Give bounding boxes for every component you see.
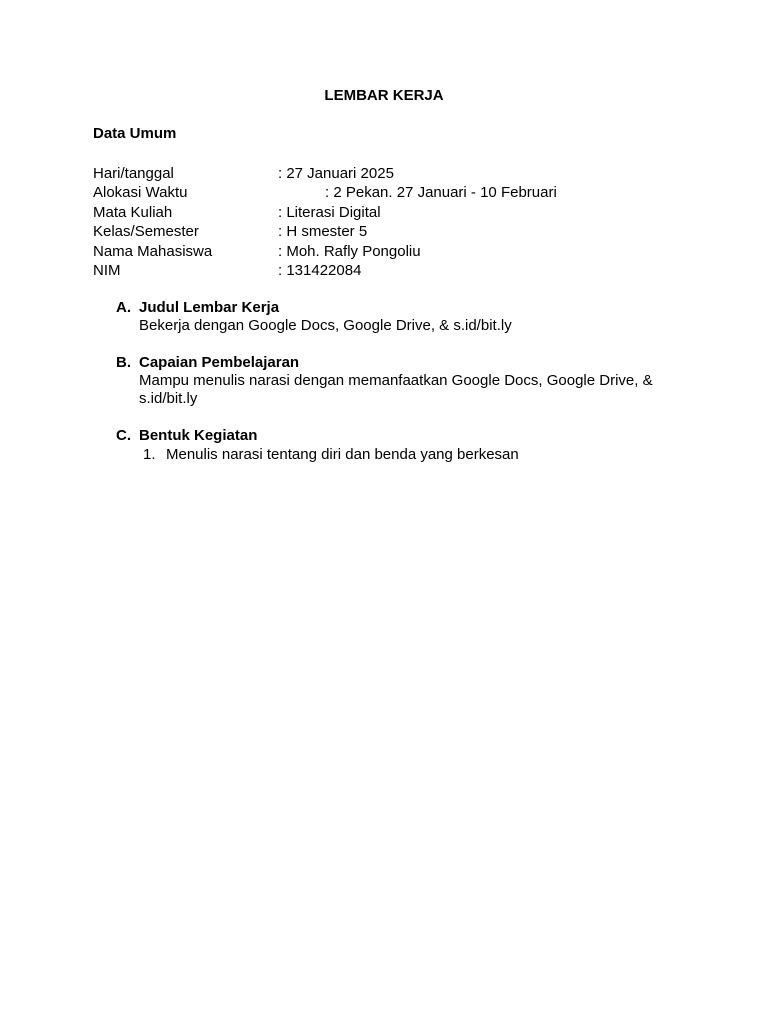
section-body: Bekerja dengan Google Docs, Google Drive, & s.id/bit.ly	[139, 317, 512, 334]
info-table	[93, 164, 693, 280]
info-value: : 2 Pekan. 27 Januari - 10 Februari	[325, 184, 557, 202]
data-umum-heading: Data Umum	[93, 125, 177, 142]
info-row-nim	[93, 261, 693, 280]
section-letter: A.	[116, 299, 131, 316]
section-heading	[116, 299, 696, 317]
section-body: Mampu menulis narasi dengan memanfaatkan Google Docs, Google Drive, & s.id/bit.ly	[139, 372, 653, 407]
info-label: Nama Mahasiswa	[93, 242, 213, 260]
info-row-nama-mahasiswa	[93, 242, 693, 261]
section-capaian-pembelajaran	[116, 354, 696, 408]
info-label: NIM	[93, 261, 121, 279]
document-title: LEMBAR KERJA	[324, 87, 444, 104]
info-label: Kelas/Semester	[93, 223, 199, 241]
info-value: : 131422084	[278, 261, 362, 279]
section-judul-lembar-kerja	[116, 299, 696, 335]
section-title: Bentuk Kegiatan	[139, 427, 258, 444]
list-number: 1.	[143, 446, 156, 463]
info-value: : 27 Januari 2025	[278, 165, 394, 182]
info-value: : Literasi Digital	[278, 203, 381, 221]
section-bentuk-kegiatan	[116, 427, 696, 464]
section-letter: C.	[116, 427, 131, 444]
section-letter: B.	[116, 354, 131, 371]
info-label: Alokasi Waktu	[93, 184, 188, 202]
info-row-kelas-semester	[93, 222, 693, 241]
info-label: Mata Kuliah	[93, 203, 173, 221]
section-title: Judul Lembar Kerja	[139, 299, 280, 316]
list-text: Menulis narasi tentang diri dan benda yang berkesan	[166, 446, 519, 463]
info-row-hari-tanggal	[93, 164, 693, 183]
info-value: : Moh. Rafly Pongoliu	[278, 242, 421, 260]
section-heading	[116, 427, 696, 445]
info-row-alokasi-waktu	[93, 183, 693, 202]
info-value: : H smester 5	[278, 223, 368, 241]
section-title: Capaian Pembelajaran	[139, 354, 300, 371]
section-heading	[116, 354, 696, 372]
info-row-mata-kuliah	[93, 203, 693, 222]
info-label: Hari/tanggal	[93, 165, 174, 182]
list-item	[116, 445, 696, 464]
